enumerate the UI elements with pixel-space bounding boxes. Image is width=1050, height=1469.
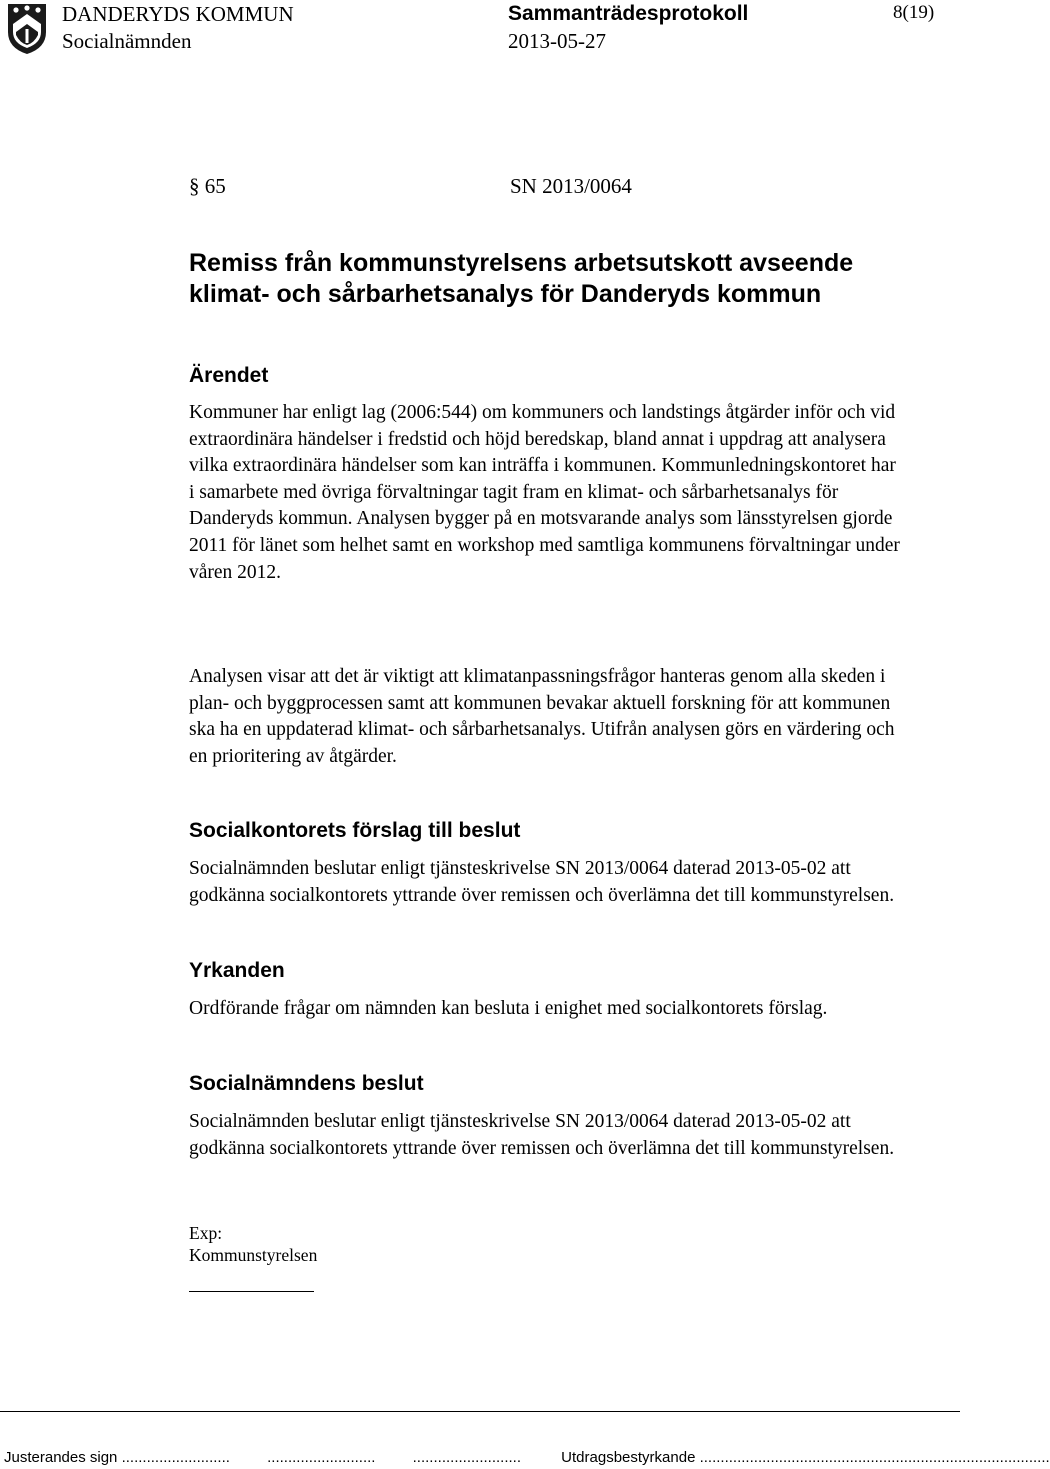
arendet-paragraph-2: Analysen visar att det är viktigt att klimatanpassningsfrågor hanteras genom alla skeden i plan- och byggprocessen samt att kommunen bevakar aktuell forskning för att kommunen ska ha en uppdaterad klimat- och sårbarhetsanalys. Utifrån analysen görs en värdering och en prioritering av åtgärder. bbox=[189, 666, 895, 767]
beslut-paragraph: Socialnämnden beslutar enligt tjänsteskrivelse SN 2013/0064 daterad 2013-05-02 att godkänna socialkontorets yttrande över remissen och överlämna det till kommunstyrelsen. bbox=[189, 1111, 895, 1159]
distribution-divider bbox=[189, 1291, 314, 1292]
distribution-label: Exp: bbox=[189, 1223, 223, 1243]
section-heading-forslag: Socialkontorets förslag till beslut bbox=[189, 819, 521, 842]
footer-extract-label: Utdragsbestyrkande bbox=[561, 1449, 696, 1466]
footer-signature-line-1: .......................... bbox=[121, 1449, 230, 1466]
section-heading-yrkanden: Yrkanden bbox=[189, 959, 285, 982]
footer-sign-label: Justerandes sign bbox=[4, 1449, 118, 1466]
danderyd-coat-of-arms-icon bbox=[6, 2, 48, 56]
footer-signature-line-2: .......................... bbox=[267, 1449, 376, 1466]
yrkanden-paragraph: Ordförande frågar om nämnden kan besluta i enighet med socialkontorets förslag. bbox=[189, 998, 828, 1019]
footer-signature-line-3: .......................... bbox=[412, 1449, 521, 1466]
case-number: SN 2013/0064 bbox=[510, 174, 632, 198]
document-type: Sammanträdesprotokoll bbox=[508, 2, 749, 25]
arendet-paragraph-1: Kommuner har enligt lag (2006:544) om kommuners och landstings åtgärder inför och vid extraordinära händelser i fredstid och höjd beredskap, bland annat i uppdrag att analysera vilka extraordinära händelser som kan inträffa i kommunen. Kommunledningskontoret har i samarbete med övriga förvaltningar tagit fram en klimat- och sårbarhetsanalys för Danderyds kommun. Analysen bygger på en motsvarande analys som länsstyrelsen gjorde 2011 för länet som helhet samt en workshop med samtliga kommunens förvaltningar under våren 2012. bbox=[189, 402, 900, 583]
page-number: 8(19) bbox=[893, 2, 935, 23]
section-heading-beslut: Socialnämndens beslut bbox=[189, 1072, 424, 1095]
footer-divider bbox=[0, 1411, 960, 1412]
section-heading-arendet: Ärendet bbox=[189, 364, 269, 387]
committee-name: Socialnämnden bbox=[62, 29, 192, 53]
section-number: § 65 bbox=[189, 174, 226, 198]
forslag-paragraph: Socialnämnden beslutar enligt tjänsteskrivelse SN 2013/0064 daterad 2013-05-02 att godkänna socialkontorets yttrande över remissen och överlämna det till kommunstyrelsen. bbox=[189, 858, 895, 906]
organization-name: DANDERYDS KOMMUN bbox=[62, 2, 294, 26]
footer bbox=[4, 1449, 1050, 1467]
meeting-date: 2013-05-27 bbox=[508, 29, 606, 53]
document-title: Remiss från kommunstyrelsens arbetsutskott avseende klimat- och sårbarhetsanalys för Danderyds kommun bbox=[189, 249, 854, 308]
distribution-recipient: Kommunstyrelsen bbox=[189, 1245, 318, 1265]
footer-extract-line: .................................................................................... bbox=[699, 1449, 1050, 1466]
